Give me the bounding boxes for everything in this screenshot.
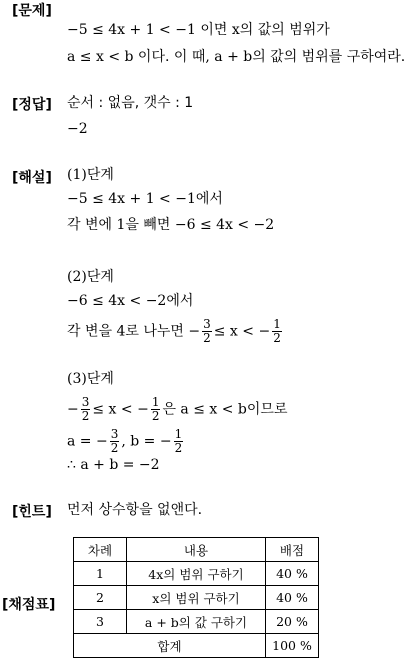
step3-title: (3)단계 [67,371,114,387]
problem-line-1 [67,21,330,39]
rubric-cell-content: x의 범위 구하기 [127,586,266,610]
section-problem-label: [문제] [12,3,52,19]
rubric-cell-content: a + b의 값 구하기 [127,610,266,634]
fraction-denominator: 2 [203,331,211,345]
fraction [81,396,91,423]
rubric-total-row [74,634,319,658]
step2-line-2 [67,318,284,345]
rubric-header-order: 차례 [74,538,127,562]
rubric-cell-order: 1 [74,562,127,586]
rubric-header-row [74,538,319,562]
section-solution-label: [해설] [12,170,52,186]
step3-line-1 [67,396,287,423]
answer-value: −2 [67,121,88,137]
fraction-denominator: 2 [174,441,183,455]
rubric-header-score: 배점 [266,538,319,562]
step1-title: (1)단계 [67,167,114,183]
step3-text: 은 a ≤ x < b이므로 [162,401,288,418]
rubric-cell-score: 40 % [266,586,319,610]
table-row [74,610,319,634]
problem-line-2 [67,48,405,66]
table-row [74,586,319,610]
fraction [174,428,184,455]
rubric-total-value: 100 % [266,634,319,658]
step2-divide-text: 각 변을 4로 나누면 − [67,323,201,340]
step3-line-3: ∴ a + b = −2 [67,457,160,473]
rubric-header-content: 내용 [127,538,266,562]
problem-text-2: 이다. 이 때, a + b의 값의 범위를 구하여라. [137,49,406,65]
hint-text: 먼저 상수항을 없앤다. [67,502,203,518]
section-hint-label: [힌트] [12,504,52,520]
step1-line-1 [67,190,223,208]
fraction-numerator: 1 [273,317,281,331]
rubric-cell-score: 20 % [266,610,319,634]
fraction [272,318,282,345]
section-answer-label: [정답] [12,97,52,113]
step2-text: 에서 [166,293,194,309]
fraction-denominator: 2 [110,441,119,455]
step1-text: 에서 [195,191,223,207]
problem-inequality-2: a ≤ x < b [67,49,134,65]
step3-minus: − [67,401,79,418]
fraction [110,428,120,455]
fraction [202,318,212,345]
step3-a-eq: a = − [67,433,108,450]
rubric-cell-order: 3 [74,610,127,634]
fraction-numerator: 1 [151,395,160,409]
step1-line-2: 각 변에 1을 빼면 −6 ≤ 4x < −2 [67,217,275,233]
rubric-cell-content: 4x의 범위 구하기 [127,562,266,586]
step1-inequality: −5 ≤ 4x + 1 < −1 [67,191,196,207]
step2-inequality: −6 ≤ 4x < −2 [67,293,167,309]
fraction-denominator: 2 [151,409,160,423]
fraction-denominator: 2 [81,409,90,423]
problem-text-1: 이면 x의 값의 범위가 [200,22,330,38]
fraction-numerator: 1 [174,427,183,441]
step3-line-2 [67,428,185,455]
step3-b-eq: , b = − [121,433,172,450]
problem-inequality-1: −5 ≤ 4x + 1 < −1 [67,22,196,38]
rubric-total-label: 합계 [74,634,266,658]
step2-mid: ≤ x < − [213,323,271,340]
answer-order-count: 순서 : 없음, 갯수 : 1 [67,95,194,111]
step2-line-1 [67,292,193,310]
rubric-table [73,537,319,658]
fraction-numerator: 3 [110,427,119,441]
rubric-cell-order: 2 [74,586,127,610]
rubric-cell-score: 40 % [266,562,319,586]
step3-mid: ≤ x < − [92,401,149,418]
table-row [74,562,319,586]
section-rubric-label: [채점표] [2,597,56,613]
fraction-numerator: 3 [81,395,90,409]
fraction-denominator: 2 [273,331,281,345]
step2-title: (2)단계 [67,269,114,285]
fraction [151,396,161,423]
fraction-numerator: 3 [203,317,211,331]
